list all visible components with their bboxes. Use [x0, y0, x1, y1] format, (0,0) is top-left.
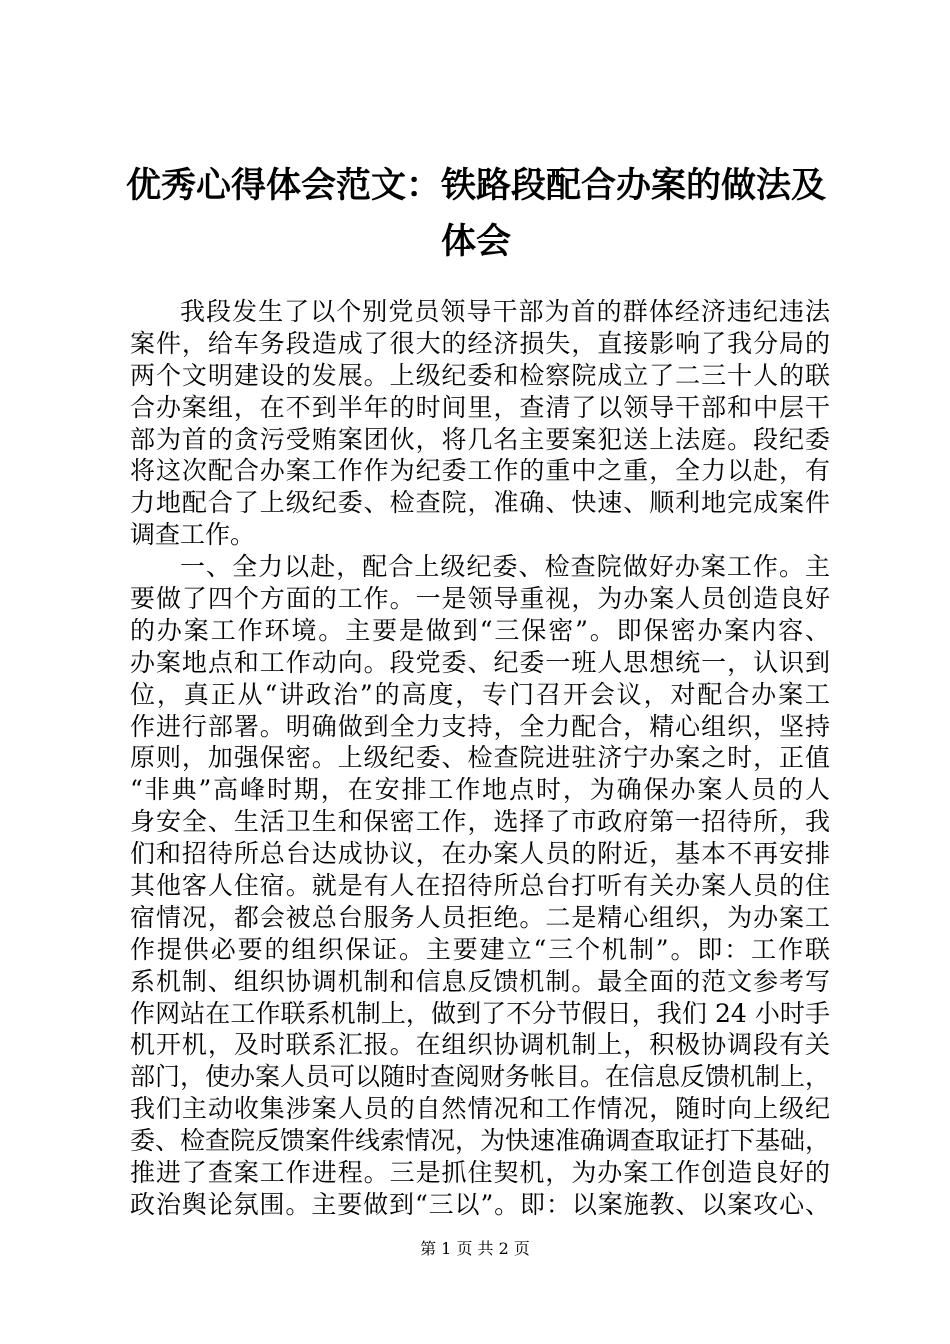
text-line: 办案地点和工作动向。段党委、纪委一班人思想统一，认识到 — [130, 647, 830, 677]
title-line-2: 体会 — [440, 221, 511, 262]
title-line-1: 优秀心得体会范文：铁路段配合办案的做法及 — [125, 165, 826, 206]
text-line: 作进行部署。明确做到全力支持，全力配合，精心组织，坚持 — [130, 711, 830, 741]
text-line: 调查工作。 — [130, 520, 256, 550]
text-line: 作提供必要的组织保证。主要建立“三个机制”。即：工作联 — [130, 934, 830, 964]
text-line: 政治舆论氛围。主要做到“三以”。即：以案施教、以案攻心、 — [130, 1189, 830, 1219]
document-body — [130, 296, 830, 1221]
text-line: 委、检查院反馈案件线索情况，为快速准确调查取证打下基础， — [130, 1126, 831, 1156]
document-title — [112, 158, 840, 270]
paragraph-section-1 — [130, 551, 830, 1221]
text-line: 我段发生了以个别党员领导干部为首的群体经济违纪违法 — [180, 297, 830, 326]
text-line: 其他客人住宿。就是有人在招待所总台打听有关办案人员的住 — [130, 871, 830, 901]
text-line: 部门，使办案人员可以随时查阅财务帐目。在信息反馈机制上， — [130, 1062, 831, 1092]
page-number-footer: 第 1 页 共 2 页 — [420, 1239, 530, 1258]
text-line: 合办案组，在不到半年的时间里，查清了以领导干部和中层干 — [130, 392, 830, 422]
text-line: 一、全力以赴，配合上级纪委、检查院做好办案工作。主 — [180, 552, 830, 582]
text-line: 我们主动收集涉案人员的自然情况和工作情况，随时向上级纪 — [130, 1094, 830, 1124]
text-line: 两个文明建设的发展。上级纪委和检察院成立了二三十人的联 — [130, 360, 830, 390]
text-line: 们和招待所总台达成协议，在办案人员的附近，基本不再安排 — [130, 839, 830, 869]
text-line: 宿情况，都会被总台服务人员拒绝。二是精心组织，为办案工 — [130, 902, 830, 932]
text-line: “非典”高峰时期，在安排工作地点时，为确保办案人员的人 — [130, 775, 830, 805]
paragraph-intro — [130, 296, 830, 551]
text-line: 部为首的贪污受贿案团伙，将几名主要案犯送上法庭。段纪委 — [130, 424, 830, 454]
text-line: 身安全、生活卫生和保密工作，选择了市政府第一招待所，我 — [130, 807, 830, 837]
text-line: 位，真正从“讲政治”的高度，专门召开会议，对配合办案工 — [130, 679, 830, 709]
text-line: 原则，加强保密。上级纪委、检查院进驻济宁办案之时，正值 — [130, 743, 830, 773]
text-line: 机开机，及时联系汇报。在组织协调机制上，积极协调段有关 — [130, 1030, 830, 1060]
text-line: 作网站在工作联系机制上，做到了不分节假日，我们 24 小时手 — [130, 998, 830, 1028]
text-line: 推进了查案工作进程。三是抓住契机，为办案工作创造良好的 — [130, 1158, 830, 1188]
text-line: 案件，给车务段造成了很大的经济损失，直接影响了我分局的 — [130, 328, 830, 358]
text-line: 要做了四个方面的工作。一是领导重视，为办案人员创造良好 — [130, 584, 830, 614]
text-line: 将这次配合办案工作作为纪委工作的重中之重，全力以赴，有 — [130, 456, 830, 486]
text-line: 系机制、组织协调机制和信息反馈机制。最全面的范文参考写 — [130, 966, 830, 996]
text-line: 力地配合了上级纪委、检查院，准确、快速、顺利地完成案件 — [130, 488, 830, 518]
text-line: 的办案工作环境。主要是做到“三保密”。即保密办案内容、 — [130, 615, 830, 645]
